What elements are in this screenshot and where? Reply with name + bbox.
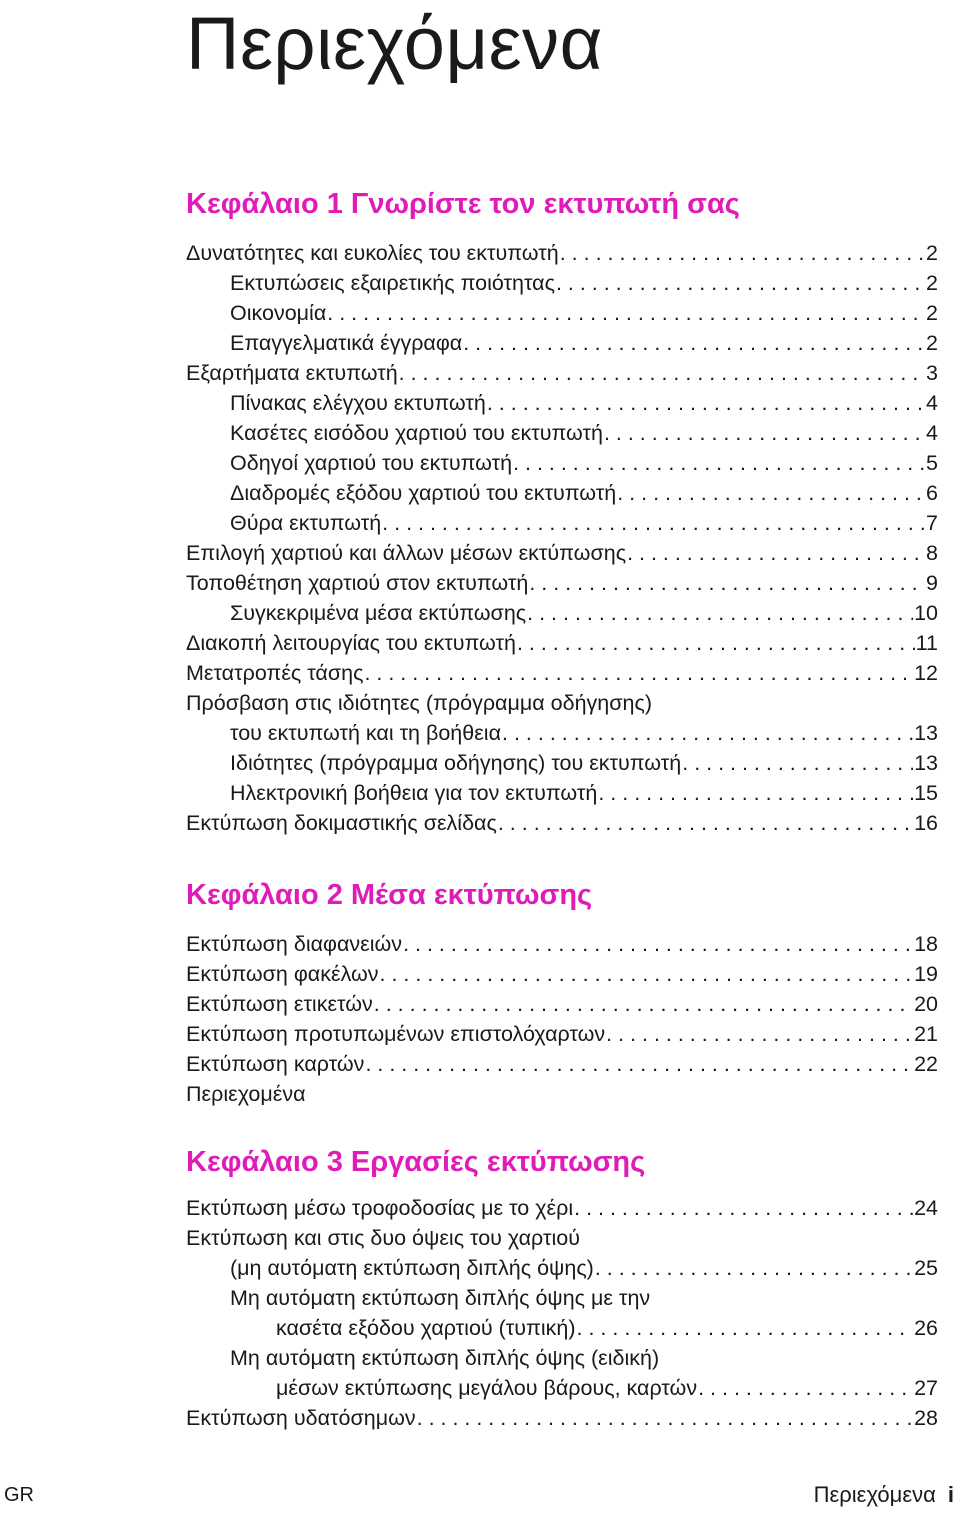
toc-entry[interactable] xyxy=(186,1283,938,1313)
toc-leader-dots xyxy=(463,328,925,358)
toc-entry-title: Τοποθέτηση χαρτιού στον εκτυπωτή xyxy=(186,571,529,595)
toc-leader-dots xyxy=(382,508,925,538)
toc-entry-page: 21 xyxy=(914,1022,938,1046)
toc-leader-dots xyxy=(617,478,925,508)
toc-leader-dots xyxy=(627,538,925,568)
toc-entry-page: 10 xyxy=(914,601,938,625)
toc-entry-title: Οδηγοί χαρτιού του εκτυπωτή xyxy=(230,451,513,475)
toc-entry-page: 19 xyxy=(914,962,938,986)
toc-entry-page: 4 xyxy=(926,421,938,445)
toc-entry-page: 5 xyxy=(926,451,938,475)
toc-leader-dots xyxy=(682,748,913,778)
toc-leader-dots xyxy=(417,1403,913,1433)
toc-entry[interactable] xyxy=(186,1343,938,1373)
toc-leader-dots xyxy=(517,628,915,658)
chapter-3-toc xyxy=(186,1193,938,1433)
toc-entry[interactable] xyxy=(186,418,938,448)
toc-entry-page: 18 xyxy=(914,932,938,956)
toc-entry[interactable] xyxy=(186,1049,938,1079)
toc-entry[interactable] xyxy=(186,718,938,748)
toc-entry[interactable] xyxy=(186,808,938,838)
toc-entry-page: 27 xyxy=(914,1376,938,1400)
toc-entry-page: 16 xyxy=(914,811,938,835)
toc-entry-title: Ηλεκτρονική βοήθεια για τον εκτυπωτή xyxy=(230,781,598,805)
toc-entry[interactable] xyxy=(186,1253,938,1283)
toc-entry-page: 9 xyxy=(926,571,938,595)
toc-entry[interactable] xyxy=(186,1403,938,1433)
toc-entry-page: 20 xyxy=(914,992,938,1016)
toc-entry-page: 2 xyxy=(926,241,938,265)
toc-leader-dots xyxy=(698,1373,913,1403)
toc-entry-title: Μη αυτόματη εκτύπωση διπλής όψης με την xyxy=(230,1286,651,1310)
toc-leader-dots xyxy=(604,418,925,448)
toc-entry-title: Μετατροπές τάσης xyxy=(186,661,364,685)
chapter-1-toc xyxy=(186,238,938,838)
toc-entry-page: 12 xyxy=(914,661,938,685)
toc-entry[interactable] xyxy=(186,538,938,568)
toc-entry-page: 13 xyxy=(914,721,938,745)
toc-entry-title: Πίνακας ελέγχου εκτυπωτή xyxy=(230,391,486,415)
toc-entry[interactable] xyxy=(186,1193,938,1223)
toc-entry[interactable] xyxy=(186,448,938,478)
page-title: Περιεχόμενα xyxy=(186,2,603,85)
toc-entry-title: Εκτύπωση διαφανειών xyxy=(186,932,403,956)
chapter-3-heading[interactable]: Κεφάλαιο 3 Εργασίες εκτύπωσης xyxy=(186,1146,646,1178)
toc-entry[interactable] xyxy=(186,989,938,1019)
toc-entry-title: Συγκεκριμένα μέσα εκτύπωσης xyxy=(230,601,527,625)
toc-leader-dots xyxy=(380,959,914,989)
toc-leader-dots xyxy=(574,1193,913,1223)
toc-entry-title: Εκτύπωση ετικετών xyxy=(186,992,373,1016)
footer-language: GR xyxy=(4,1484,34,1506)
toc-entry-title: μέσων εκτύπωσης μεγάλου βάρους, καρτών xyxy=(276,1376,698,1400)
toc-entry[interactable] xyxy=(186,929,938,959)
toc-entry-page: 15 xyxy=(914,781,938,805)
toc-entry-page: 3 xyxy=(926,361,938,385)
toc-entry[interactable] xyxy=(186,508,938,538)
toc-leader-dots xyxy=(327,298,925,328)
toc-entry[interactable] xyxy=(186,688,938,718)
toc-entry[interactable] xyxy=(186,568,938,598)
chapter-2-heading[interactable]: Κεφάλαιο 2 Μέσα εκτύπωσης xyxy=(186,879,593,911)
toc-leader-dots xyxy=(403,929,913,959)
toc-entry-title: Εκτύπωση δοκιμαστικής σελίδας xyxy=(186,811,497,835)
chapter-1-heading[interactable]: Κεφάλαιο 1 Γνωρίστε τον εκτυπωτή σας xyxy=(186,188,740,220)
toc-entry[interactable] xyxy=(186,478,938,508)
toc-entry-page: 11 xyxy=(915,631,938,655)
toc-entry-title: Εξαρτήματα εκτυπωτή xyxy=(186,361,398,385)
toc-entry-title: Εκτυπώσεις εξαιρετικής ποιότητας xyxy=(230,271,555,295)
toc-entry[interactable] xyxy=(186,328,938,358)
toc-entry[interactable] xyxy=(186,388,938,418)
toc-entry-page: 2 xyxy=(926,331,938,355)
toc-leader-dots xyxy=(606,1019,913,1049)
toc-entry-title: Περιεχομένα xyxy=(186,1082,306,1106)
toc-entry[interactable] xyxy=(186,298,938,328)
toc-entry-page: 6 xyxy=(926,481,938,505)
toc-entry[interactable] xyxy=(186,1313,938,1343)
toc-leader-dots xyxy=(577,1313,914,1343)
footer-section xyxy=(814,1482,954,1508)
toc-entry-title: Ιδιότητες (πρόγραμμα οδήγησης) του εκτυπωτή xyxy=(230,751,682,775)
toc-entry-title: Οικονομία xyxy=(230,301,327,325)
toc-leader-dots xyxy=(513,448,925,478)
chapter-2-toc xyxy=(186,929,938,1109)
toc-entry-page: 2 xyxy=(926,271,938,295)
toc-entry-title: (μη αυτόματη εκτύπωση διπλής όψης) xyxy=(230,1256,594,1280)
toc-entry-page: 22 xyxy=(914,1052,938,1076)
toc-entry-title: Εκτύπωση υδατόσημων xyxy=(186,1406,416,1430)
toc-entry[interactable] xyxy=(186,238,938,268)
toc-leader-dots xyxy=(487,388,925,418)
toc-entry-title: Εκτύπωση και στις δυο όψεις του χαρτιού xyxy=(186,1226,580,1250)
toc-entry[interactable] xyxy=(186,268,938,298)
toc-leader-dots xyxy=(560,238,925,268)
toc-entry-title: Επαγγελματικά έγγραφα xyxy=(230,331,463,355)
toc-entry-page: 13 xyxy=(914,751,938,775)
toc-leader-dots xyxy=(364,658,913,688)
toc-entry-title: κασέτα εξόδου χαρτιού (τυπική) xyxy=(276,1316,576,1340)
toc-entry[interactable] xyxy=(186,1019,938,1049)
footer-section-label: Περιεχόμενα xyxy=(813,1482,936,1507)
toc-entry[interactable] xyxy=(186,1079,938,1109)
toc-leader-dots xyxy=(498,808,913,838)
toc-entry-title: Εκτύπωση μέσω τροφοδοσίας με το χέρι xyxy=(186,1196,574,1220)
toc-entry-page: 8 xyxy=(926,541,938,565)
toc-entry-page: 24 xyxy=(914,1196,938,1220)
toc-leader-dots xyxy=(556,268,925,298)
toc-entry[interactable] xyxy=(186,959,938,989)
toc-entry-page: 28 xyxy=(914,1406,938,1430)
toc-entry-page: 4 xyxy=(926,391,938,415)
toc-entry-page: 25 xyxy=(914,1256,938,1280)
toc-leader-dots xyxy=(399,358,925,388)
toc-leader-dots xyxy=(595,1253,913,1283)
toc-entry-title: Δυνατότητες και ευκολίες του εκτυπωτή xyxy=(186,241,559,265)
toc-entry-title: Επιλογή χαρτιού και άλλων μέσων εκτύπωσης xyxy=(186,541,627,565)
toc-entry[interactable] xyxy=(186,598,938,628)
toc-entry-title: Κασέτες εισόδου χαρτιού του εκτυπωτή xyxy=(230,421,603,445)
toc-entry[interactable] xyxy=(186,628,938,658)
footer-page-number: i xyxy=(947,1482,954,1507)
toc-entry-page: 2 xyxy=(926,301,938,325)
toc-entry[interactable] xyxy=(186,778,938,808)
toc-leader-dots xyxy=(598,778,913,808)
toc-leader-dots xyxy=(502,718,913,748)
toc-entry-title: Εκτύπωση καρτών xyxy=(186,1052,365,1076)
toc-entry-title: Μη αυτόματη εκτύπωση διπλής όψης (ειδική) xyxy=(230,1346,660,1370)
toc-leader-dots xyxy=(365,1049,913,1079)
toc-entry[interactable] xyxy=(186,358,938,388)
toc-entry-title: Θύρα εκτυπωτή xyxy=(230,511,382,535)
toc-entry-title: Διακοπή λειτουργίας του εκτυπωτή xyxy=(186,631,516,655)
toc-entry-page: 7 xyxy=(926,511,938,535)
toc-entry-title: Εκτύπωση φακέλων xyxy=(186,962,379,986)
toc-entry-title: του εκτυπωτή και τη βοήθεια xyxy=(230,721,502,745)
toc-leader-dots xyxy=(527,598,913,628)
toc-leader-dots xyxy=(529,568,925,598)
toc-entry-title: Εκτύπωση προτυπωμένων επιστολόχαρτων xyxy=(186,1022,606,1046)
toc-entry-title: Διαδρομές εξόδου χαρτιού του εκτυπωτή xyxy=(230,481,617,505)
toc-entry[interactable] xyxy=(186,748,938,778)
toc-entry[interactable] xyxy=(186,1223,938,1253)
toc-entry[interactable] xyxy=(186,1373,938,1403)
toc-leader-dots xyxy=(374,989,913,1019)
toc-entry[interactable] xyxy=(186,658,938,688)
toc-entry-title: Πρόσβαση στις ιδιότητες (πρόγραμμα οδήγησης) xyxy=(186,691,652,715)
toc-entry-page: 26 xyxy=(914,1316,938,1340)
